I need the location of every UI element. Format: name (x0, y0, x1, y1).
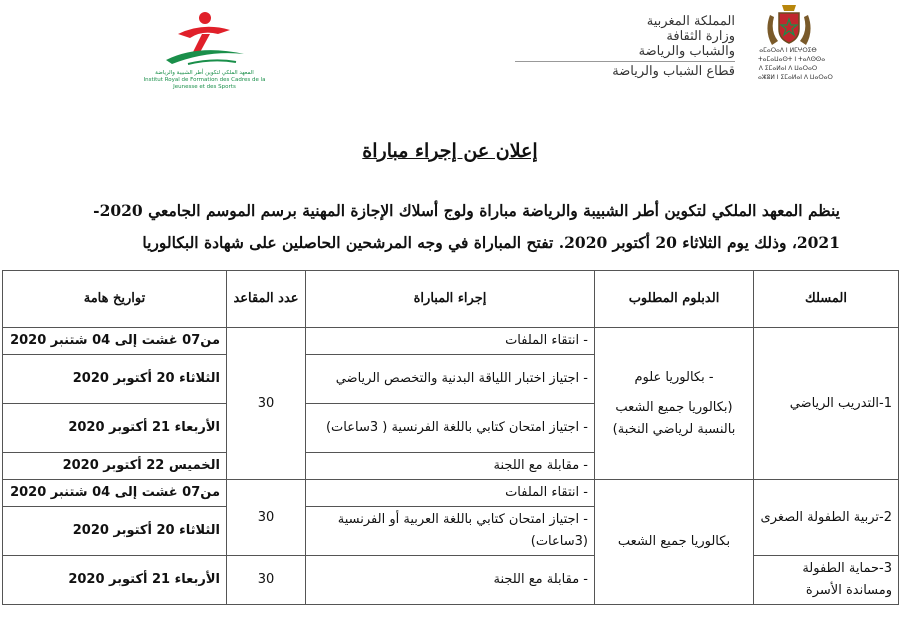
lion-left-icon (767, 15, 778, 45)
ministry-rule (515, 61, 735, 62)
table-row (3, 480, 899, 507)
ministry-line: قطاع الشباب والرياضة (612, 64, 735, 79)
seats-cell: 30 (227, 328, 306, 480)
institute-logo (158, 8, 248, 70)
intro-line: 2021، وذلك يوم الثلاثاء 20 أكتوبر 2020. تفتح المباراة في وجه المرشحين الحاصلين على شهادة البكالوريا (142, 233, 840, 252)
track-cell: 2-تربية الطفولة الصغرى (754, 480, 899, 556)
table-header-row (3, 271, 899, 328)
procedure-cell: - مقابلة مع اللجنة (306, 453, 595, 480)
date-cell: الخميس 22 أكتوبر 2020 (3, 453, 227, 480)
ministry-line: والشباب والرياضة (638, 44, 735, 59)
date-cell: من07 غشت إلى 04 شتنبر 2020 (3, 480, 227, 507)
table-row (3, 328, 899, 355)
procedure-cell: - اجتياز اختبار اللياقة البدنية والتخصص الرياضي (306, 355, 595, 404)
date-cell: الأربعاء 21 أكتوبر 2020 (3, 404, 227, 453)
procedure-cell: - اجتياز امتحان كتابي باللغة العربية أو الفرنسية (3ساعات) (306, 507, 595, 556)
ministry-line: وزارة الثقافة (666, 29, 735, 44)
header-seats: عدد المقاعد (227, 271, 306, 328)
logo-head (199, 12, 211, 24)
seats-cell: 30 (227, 480, 306, 556)
header-procedure: إجراء المباراة (306, 271, 595, 328)
track-cell: 1-التدريب الرياضي (754, 328, 899, 480)
date-cell: الثلاثاء 20 أكتوبر 2020 (3, 355, 227, 404)
crown-icon (782, 5, 796, 11)
date-cell: الثلاثاء 20 أكتوبر 2020 (3, 507, 227, 556)
coat-of-arms (766, 3, 812, 47)
diploma-cell: - بكالوريا علوم (بكالوريا جميع الشعب بالنسبة لرياضي النخبة) (595, 328, 754, 480)
table-row (3, 556, 899, 605)
intro-paragraph (40, 195, 840, 259)
intro-line: ينظم المعهد الملكي لتكوين أطر الشبيبة والرياضة مباراة ولوج أسلاك الإجازة المهنية برسم الموسم الجامعي 2020- (93, 201, 840, 220)
seats-cell: 30 (227, 556, 306, 605)
header-dates: تواريخ هامة (3, 271, 227, 328)
logo-underline (188, 60, 236, 64)
ministry-header (515, 14, 735, 79)
track-cell: 3-حماية الطفولة ومساندة الأسرة (754, 556, 899, 605)
header-diploma: الدبلوم المطلوب (595, 271, 754, 328)
page-title: إعلان عن إجراء مباراة (362, 140, 538, 162)
diploma-cell: بكالوريا جميع الشعب (595, 480, 754, 605)
procedure-cell: - مقابلة مع اللجنة (306, 556, 595, 605)
header-track: المسلك (754, 271, 899, 328)
procedure-cell: - اجتياز امتحان كتابي باللغة الفرنسية ( 3ساعات) (306, 404, 595, 453)
lion-right-icon (800, 15, 811, 45)
ministry-line: المملكة المغربية (646, 14, 735, 29)
date-cell: الأربعاء 21 أكتوبر 2020 (3, 556, 227, 605)
procedure-cell: - انتقاء الملفات (306, 328, 595, 355)
date-cell: من07 غشت إلى 04 شتنبر 2020 (3, 328, 227, 355)
procedure-cell: - انتقاء الملفات (306, 480, 595, 507)
contest-table (2, 270, 899, 605)
tifinagh-header: ⴰⵎⴰⵔⴰⴷ ⵏ ⵍⵎⵖⵔⵉⴱ ⵜⴰⵎⴰⵡⴰⵙⵜ ⵏ ⵜⴰⴷⵙⵙⴰ ⴷ ⵉⵎⴰⵍⴰⵏ ⴷ ⵡⴰⵔⴰⵔ ⴰⵣⵓⵍ ⵏ ⵉⵎⴰⵍⴰⵏ ⴷ ⵡⴰⵔⴰⵔ (758, 47, 833, 81)
institute-name: المعهد الملكي لتكوين أطر الشبيبة والرياضة Institut Royal de Formation des Cadres de la Jeunesse et des Sports (143, 70, 266, 90)
